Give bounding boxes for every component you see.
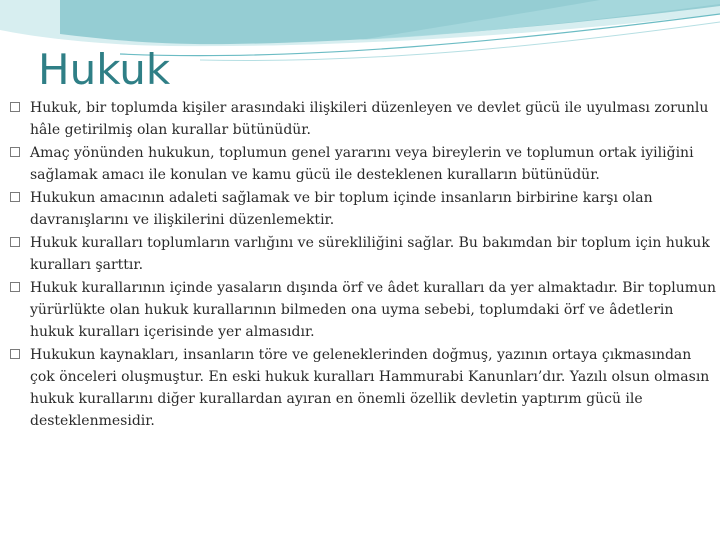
list-item (10, 232, 718, 276)
bullet-text: Hukuk kuralları toplumların varlığını ve sürekliliğini sağlar. Bu bakımdan bir toplum için hukuk kuralları şarttır. (30, 235, 710, 273)
square-bullet-icon (10, 349, 20, 359)
bullet-text: Hukuk kurallarının içinde yasaların dışında örf ve âdet kuralları da yer almaktadır. Bir toplumun yürürlükte olan hukuk kurallarının bilmeden ona uyma sebebi, toplumdaki örf ve âdetlerin hukuk kuralları içerisinde yer almasıdır. (30, 280, 717, 340)
bullet-text: Amaç yönünden hukukun, toplumun genel yararını veya bireylerin ve toplumun ortak iyiliğini sağlamak amacı ile konulan ve kamu gücü ile desteklenen kuralların bütünüdür. (30, 145, 694, 183)
square-bullet-icon (10, 237, 20, 247)
bullet-text: Hukukun kaynakları, insanların töre ve geleneklerinden doğmuş, yazının ortaya çıkmasından çok önceleri oluşmuştur. En eski hukuk kuralları Hammurabi Kanunları’dır. Yazılı olsun olmasın hukuk kurallarını diğer kurallardan ayıran en önemli özellik devletin yaptırım gücü ile desteklenmesidir. (30, 347, 710, 429)
list-item (10, 344, 718, 432)
bullet-list (10, 97, 718, 433)
slide-title: Hukuk (38, 45, 171, 94)
list-item (10, 142, 718, 186)
list-item (10, 277, 718, 343)
square-bullet-icon (10, 282, 20, 292)
square-bullet-icon (10, 102, 20, 112)
list-item (10, 97, 718, 141)
square-bullet-icon (10, 147, 20, 157)
bullet-text: Hukuk, bir toplumda kişiler arasındaki ilişkileri düzenleyen ve devlet gücü ile uyulması zorunlu hâle getirilmiş olan kurallar bütünüdür. (30, 100, 709, 138)
bullet-text: Hukukun amacının adaleti sağlamak ve bir toplum içinde insanların birbirine karşı olan davranışlarını ve ilişkilerini düzenlemektir. (30, 190, 653, 228)
list-item (10, 187, 718, 231)
square-bullet-icon (10, 192, 20, 202)
